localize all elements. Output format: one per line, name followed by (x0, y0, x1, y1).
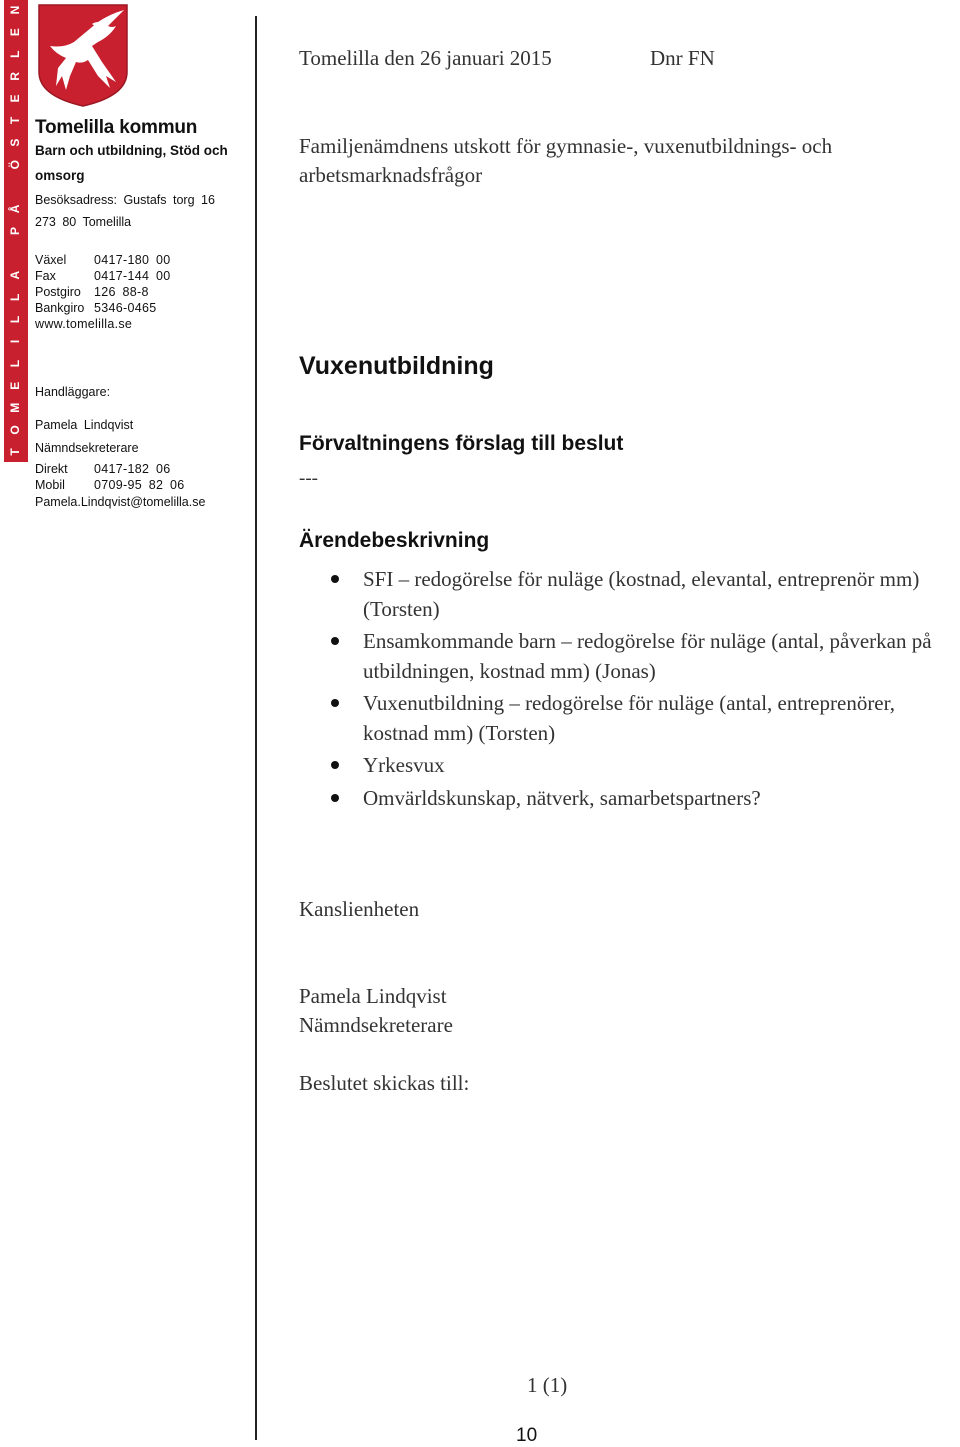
contact-label: Postgiro (35, 285, 81, 299)
list-item-text: Yrkesvux (363, 753, 445, 777)
strip-letter: O (8, 425, 23, 435)
strip-letter: Å (8, 204, 23, 214)
strip-letter: T (8, 116, 23, 125)
proposal-body: --- (299, 468, 318, 489)
contact-label: Mobil (35, 478, 65, 492)
sent-to-label: Beslutet skickas till: (299, 1071, 470, 1095)
strip-letter: M (8, 402, 23, 413)
strip-letter: A (8, 270, 23, 280)
bullet-icon (331, 575, 339, 583)
contact-value: 0417-180 00 (94, 253, 171, 267)
email-link[interactable]: Pamela.Lindqvist@tomelilla.se (35, 495, 206, 509)
strip-letter: S (8, 138, 23, 147)
handler-title: Nämndsekreterare (35, 441, 139, 455)
website-link[interactable]: www.tomelilla.se (35, 317, 133, 331)
case-list (299, 565, 960, 816)
list-item (299, 627, 960, 686)
strip-letter: L (8, 50, 23, 58)
department-line-2: omsorg (35, 168, 85, 183)
document-title: Vuxenutbildning (299, 352, 494, 380)
contact-label: Fax (35, 269, 56, 283)
bullet-icon (331, 699, 339, 707)
strip-letter: L (8, 315, 23, 324)
bullet-icon (331, 761, 339, 769)
list-item-text: Vuxenutbildning – redogörelse för nuläge (antal, entreprenörer, kostnad mm) (Torsten) (363, 691, 896, 745)
header-date: Tomelilla den 26 januari 2015 (299, 46, 552, 70)
strip-letter: Ö (8, 160, 23, 170)
signature-name: Pamela Lindqvist (299, 984, 447, 1008)
strip-letter: P (8, 226, 23, 236)
contact-value: 0417-182 06 (94, 462, 171, 476)
handler-contact-mobile (35, 477, 185, 493)
contact-value: 0709-95 82 06 (94, 478, 185, 492)
coat-of-arms-red-kite-icon (36, 2, 130, 108)
committee-name: Familjenämdnens utskott för gymnasie-, vuxenutbildnings- och arbetsmarknadsfrågor (299, 134, 833, 187)
handler-label: Handläggare: (35, 385, 111, 399)
unit-name: Kanslienheten (299, 897, 420, 921)
contact-row-switchboard (35, 252, 171, 268)
page-number: 1 (1) (527, 1373, 568, 1397)
department-line-1: Barn och utbildning, Stöd och (35, 143, 228, 158)
signature-title: Nämndsekreterare (299, 1013, 453, 1037)
strip-letter: L (8, 293, 23, 301)
bullet-icon (331, 637, 339, 645)
strip-letter: N (8, 5, 23, 15)
side-strip (4, 0, 28, 462)
contact-label: Direkt (35, 462, 68, 476)
header-dnr: Dnr FN (650, 46, 715, 70)
strip-letter: T (8, 448, 23, 456)
list-item-text: Ensamkommande barn – redogörelse för nuläge (antal, påverkan på utbildningen, kostnad mm) (Jonas) (363, 629, 932, 683)
case-heading: Ärendebeskrivning (299, 529, 490, 552)
contact-row-postgiro (35, 284, 149, 300)
strip-letter: I (8, 339, 23, 344)
org-name: Tomelilla kommun (35, 117, 198, 138)
sheet-number: 10 (516, 1425, 538, 1446)
visit-address: Besöksadress: Gustafs torg 16 (35, 193, 215, 207)
contact-label: Växel (35, 253, 67, 267)
list-item (299, 565, 960, 624)
strip-letter: E (8, 381, 23, 390)
postal-address: 273 80 Tomelilla (35, 215, 132, 229)
contact-row-bankgiro (35, 300, 156, 316)
list-item (299, 784, 960, 814)
contact-value: 0417-144 00 (94, 269, 171, 283)
contact-label: Bankgiro (35, 301, 85, 315)
handler-contact-direct (35, 461, 171, 477)
strip-letter: L (8, 359, 23, 368)
strip-letter: E (8, 28, 23, 37)
handler-name: Pamela Lindqvist (35, 418, 134, 432)
strip-letter: R (8, 71, 23, 81)
column-divider (255, 16, 257, 1440)
list-item (299, 689, 960, 748)
strip-letter: E (8, 94, 23, 103)
contact-value: 5346-0465 (94, 301, 157, 315)
side-strip-text-svg (4, 0, 28, 462)
contact-value: 126 88-8 (94, 285, 149, 299)
list-item-text: Omvärldskunskap, nätverk, samarbetspartners? (363, 785, 761, 810)
bullet-icon (331, 794, 339, 802)
list-item (299, 751, 960, 781)
proposal-heading: Förvaltningens förslag till beslut (299, 432, 624, 455)
contact-row-website[interactable] (35, 316, 132, 332)
handler-contact-email[interactable] (35, 494, 205, 510)
contact-row-fax (35, 268, 171, 284)
list-item-text: SFI – redogörelse för nuläge (kostnad, elevantal, entreprenör mm) (Torsten) (363, 567, 920, 621)
